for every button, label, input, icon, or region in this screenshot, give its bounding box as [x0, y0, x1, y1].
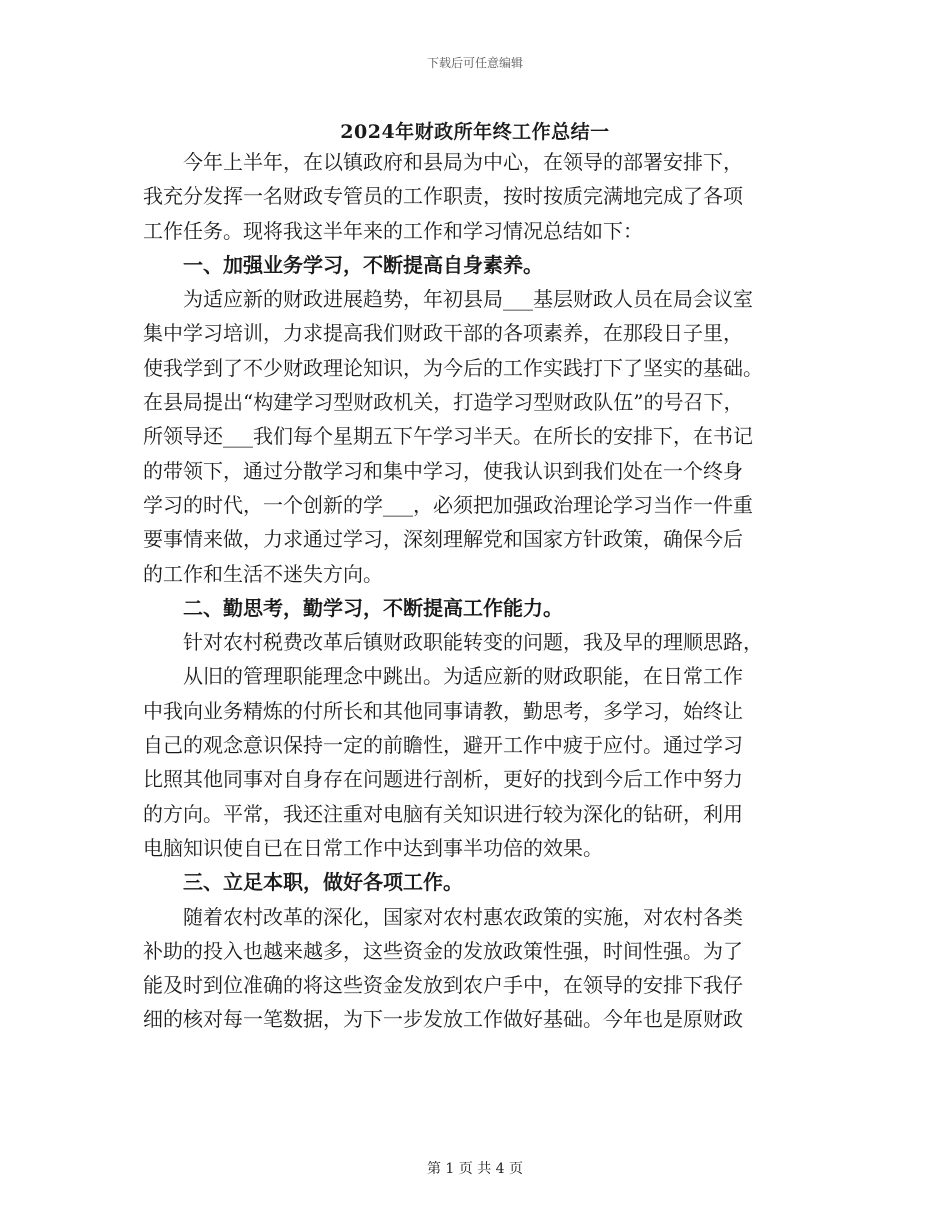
paragraph-line: 要事情来做，力求通过学习，深刻理解党和国家方针政策，确保今后 — [143, 527, 743, 552]
paragraph-line: 中我向业务精炼的付所长和其他同事请教，勤思考，多学习，始终让 — [143, 698, 743, 723]
paragraph-line: 电脑知识使自已在日常工作中达到事半功倍的效果。 — [143, 835, 603, 860]
paragraph-line: 从旧的管理职能理念中跳出。为适应新的财政职能，在日常工作 — [183, 664, 743, 689]
paragraph-line: 所领导还___我们每个星期五下午学习半天。在所长的安排下，在书记 — [143, 424, 753, 449]
paragraph-line: 为适应新的财政进展趋势，年初县局___基层财政人员在局会议室 — [183, 287, 753, 312]
paragraph-line: 使我学到了不少财政理论知识，为今后的工作实践打下了坚实的基础。 — [143, 355, 763, 380]
paragraph-line: 今年上半年，在以镇政府和县局为中心，在领导的部署安排下， — [183, 150, 743, 174]
section-heading: 三、立足本职，做好各项工作。 — [183, 870, 463, 895]
paragraph-line: 的方向。平常，我还注重对电脑有关知识进行较为深化的钻研，利用 — [143, 801, 743, 826]
paragraph-line: 细的核对每一笔数据，为下一步发放工作做好基础。今年也是原财政 — [143, 1007, 743, 1032]
paragraph-line: 的带领下，通过分散学习和集中学习，使我认识到我们处在一个终身 — [143, 458, 743, 483]
document-body — [143, 145, 809, 1037]
paragraph-line: 针对农村税费改革后镇财政职能转变的问题，我及早的理顺思路， — [183, 630, 763, 655]
paragraph-line: 学习的时代，一个创新的学___，必须把加强政治理论学习当作一件重 — [143, 492, 753, 517]
paragraph-line: 比照其他同事对自身存在问题进行剖析，更好的找到今后工作中努力 — [143, 767, 743, 792]
paragraph-line: 在县局提出“构建学习型财政机关，打造学习型财政队伍”的号召下， — [143, 390, 744, 415]
paragraph-line: 能及时到位准确的将这些资金发放到农户手中，在领导的安排下我仔 — [143, 973, 743, 998]
paragraph-line: 的工作和生活不迷失方向。 — [143, 561, 383, 586]
paragraph-line: 工作任务。现将我这半年来的工作和学习情况总结如下： — [143, 218, 643, 243]
paragraph-line: 自己的观念意识保持一定的前瞻性，避开工作中疲于应付。通过学习 — [143, 733, 743, 758]
document-title: 2024年财政所年终工作总结一 — [340, 121, 610, 143]
paragraph-line: 随着农村改革的深化，国家对农村惠农政策的实施，对农村各类 — [183, 904, 743, 929]
section-heading: 二、勤思考，勤学习，不断提高工作能力。 — [183, 595, 563, 620]
paragraph-line: 补助的投入也越来越多，这些资金的发放政策性强，时间性强。为了 — [143, 938, 743, 963]
section-heading: 一、加强业务学习，不断提高自身素养。 — [183, 252, 543, 277]
page-footer: 第 1 页 共 4 页 — [426, 1161, 524, 1177]
header-note: 下载后可任意编辑 — [426, 56, 523, 70]
paragraph-line: 我充分发挥一名财政专管员的工作职责，按时按质完满地完成了各项 — [143, 184, 743, 209]
paragraph-line: 集中学习培训，力求提高我们财政干部的各项素养，在那段日子里， — [143, 321, 743, 346]
